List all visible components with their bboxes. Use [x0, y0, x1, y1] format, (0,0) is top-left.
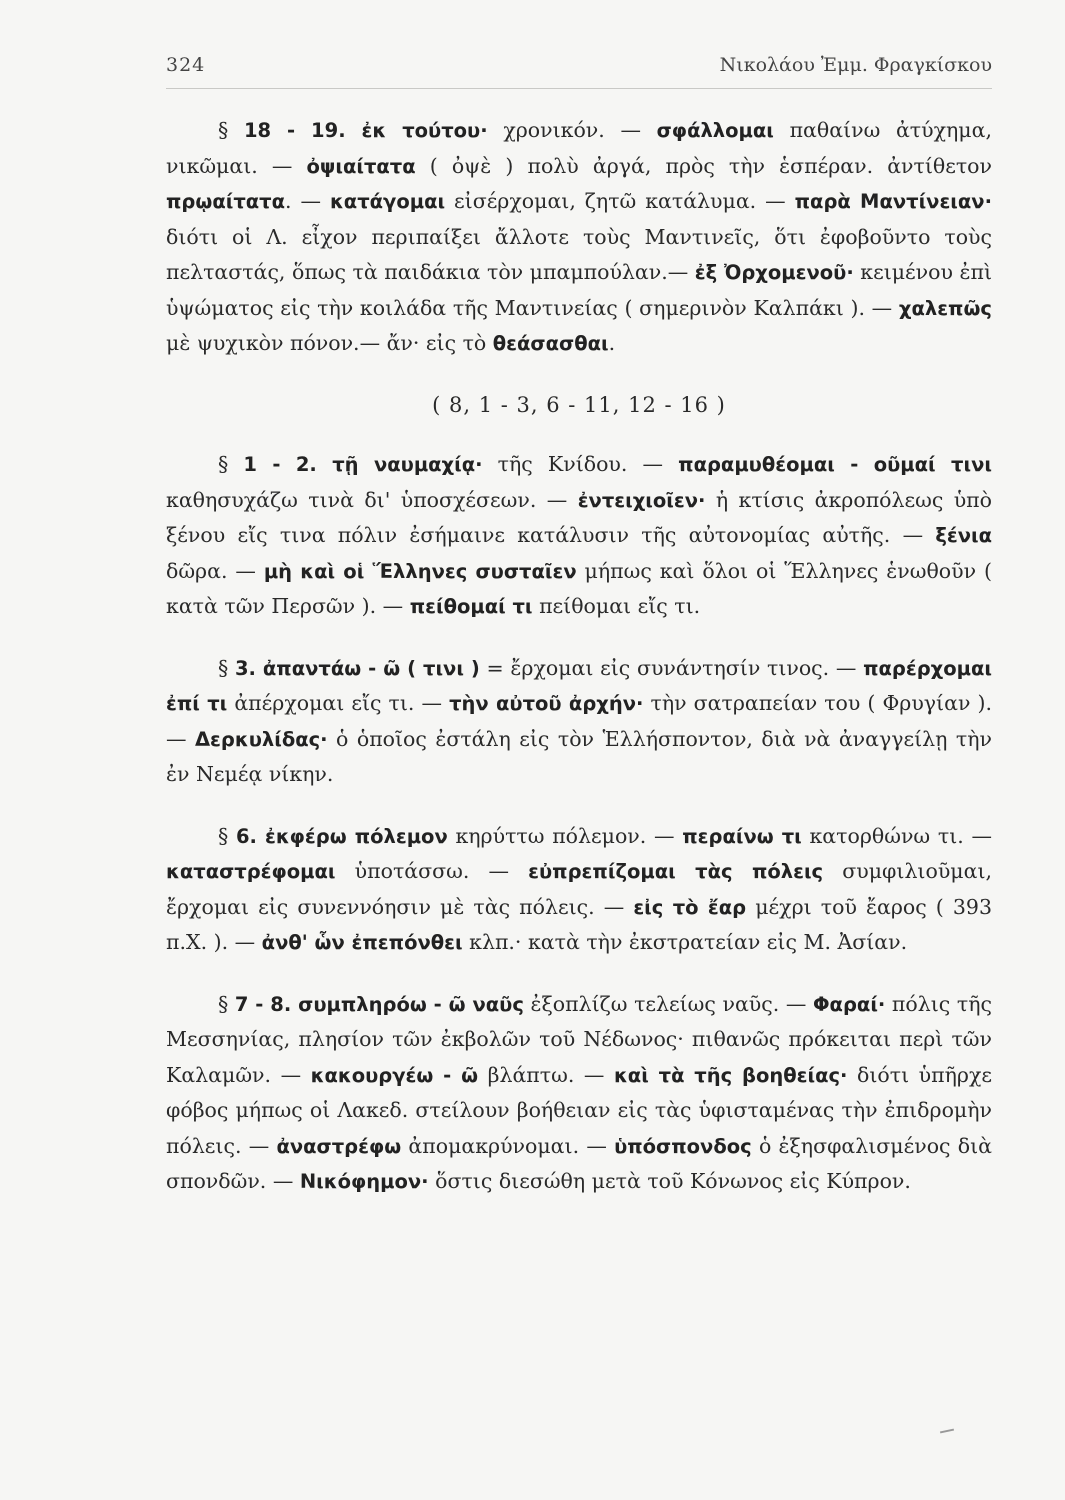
gloss-text: διότι ὑπῆρχε φόβος μήπως οἱ Λακεδ. στείλουν βοήθειαν εἰς τὰς ὑφισταμένας τὴν ἐπιδρομὴν πόλεις. — — [166, 1062, 992, 1158]
gloss-text: μέχρι τοῦ ἔαρος ( 393 π.Χ. ). — — [166, 894, 993, 954]
lemma-term: ξένια — [935, 524, 992, 547]
gloss-text: κατορθώνω τι. — — [801, 823, 992, 848]
lemma-term: 6. ἐκφέρω πόλεμον — [235, 824, 448, 848]
paragraph-group-bottom — [166, 447, 992, 1200]
gloss-text: τῆς Κνίδου. — — [482, 452, 679, 476]
paragraph-p3 — [166, 651, 992, 793]
page-header — [166, 40, 992, 89]
lemma-term: παρὰ Μαντίνειαν· — [794, 190, 992, 213]
lemma-term: Νικόφημον· — [299, 1170, 429, 1193]
lemma-term: ὀψιαίτατα — [306, 154, 416, 178]
gloss-text: § — [218, 655, 235, 680]
lemma-term: καταστρέφομαι — [166, 860, 336, 883]
paragraph-p1 — [166, 113, 992, 362]
section-reference: ( 8, 1 - 3, 6 - 11, 12 - 16 ) — [432, 392, 726, 417]
lemma-term: 18 - 19. ἐκ τούτου· — [243, 119, 488, 142]
lemma-term: σφάλλομαι — [656, 119, 774, 142]
gloss-text: . — [608, 331, 616, 355]
paragraph-p4 — [166, 819, 992, 961]
paragraph-p2 — [166, 447, 992, 625]
gloss-text: παθαίνω ἀτύχημα, νικῶμαι. — — [166, 118, 992, 178]
gloss-text: ὁ ἐξησφαλισμένος διὰ σπονδῶν. — — [166, 1133, 992, 1193]
gloss-text: ὑποτάσσω. — — [335, 859, 529, 883]
gloss-text: δῶρα. — — [166, 558, 264, 583]
lemma-term: τὴν αὐτοῦ ἀρχήν· — [449, 692, 644, 715]
gloss-text: χρονικόν. — — [487, 118, 657, 142]
lemma-term: 1 - 2. τῇ ναυμαχίᾳ· — [243, 453, 483, 476]
gloss-text: § — [218, 823, 236, 848]
gloss-text: ἐξοπλίζω τελείως ναῦς. — — [523, 991, 813, 1016]
gloss-text: § — [218, 118, 244, 142]
lemma-term: 3. ἀπαντάω - ῶ ( τινι ) — [234, 656, 480, 680]
gloss-text: ἀπομακρύνομαι. — — [401, 1133, 615, 1158]
lemma-term: ὑπόσπονδος — [614, 1134, 752, 1158]
gloss-text: καθησυχάζω τινὰ δι' ὑποσχέσεων. — — [166, 487, 578, 512]
gloss-text: μήπως καὶ ὅλοι οἱ Ἕλληνες ἑνωθοῦν ( κατὰ τῶν Περσῶν ). — — [166, 558, 992, 618]
gloss-text: διότι οἱ Λ. εἶχον περιπαίξει ἄλλοτε τοὺς Μαντινεῖς, ὅτι ἐφοβοῦντο τοὺς πελταστάς, ὅπως τὰ παιδάκια τὸν μπαμπούλαν.— — [166, 224, 992, 284]
page-body — [166, 113, 992, 1200]
gloss-text: κηρύττω πόλεμον. — — [447, 823, 683, 848]
lemma-term: περαίνω τι — [682, 824, 802, 848]
lemma-term: θεάσασθαι — [492, 332, 609, 355]
gloss-text: = ἔρχομαι εἰς συνάντησίν τινος. — — [479, 655, 864, 680]
gloss-text: ὁ ὁποῖος ἐστάλη εἰς τὸν Ἑλλήσποντον, διὰ νὰ ἀναγγείλῃ τὴν ἐν Νεμέᾳ νίκην. — [166, 726, 992, 786]
gloss-text: κειμένου ἐπὶ ὑψώματος εἰς τὴν κοιλάδα τῆς Μαντινείας ( σημερινὸν Καλπάκι ). — — [166, 260, 992, 320]
lemma-term: πρῳαίτατα — [166, 190, 286, 213]
gloss-text: πόλις τῆς Μεσσηνίας, πλησίον τῶν ἐκβολῶν τοῦ Νέδωνος· πιθανῶς πρόκειται περὶ τῶν Καλαμῶν. — — [166, 991, 992, 1087]
lemma-term: μὴ καὶ οἱ Ἕλληνες συσταῖεν — [263, 559, 577, 583]
gloss-text: πείθομαι εἴς τι. — [532, 594, 701, 618]
lemma-term: ἐξ Ὀρχομενοῦ· — [694, 261, 854, 284]
gloss-text: κλπ.· κατὰ τὴν ἐκστρατείαν εἰς Μ. Ἀσίαν. — [462, 930, 908, 954]
lemma-term: εἰς τὸ ἔαρ — [633, 895, 747, 919]
lemma-term: εὐπρεπίζομαι τὰς πόλεις — [528, 860, 824, 883]
lemma-term: Φαραί· — [812, 992, 886, 1016]
lemma-term: ἀνθ' ὧν ἐπεπόνθει — [261, 931, 463, 954]
paragraph-group-top — [166, 113, 992, 362]
lemma-term: ἐντειχιοῖεν· — [577, 488, 706, 512]
lemma-term: παραμυθέομαι - οῦμαί τινι — [678, 453, 992, 476]
gloss-text: ( ὀψὲ ) πολὺ ἀργά, πρὸς τὴν ἑσπέραν. ἀντίθετον — [415, 153, 992, 178]
gloss-text: ἀπέρχομαι εἴς τι. — — [227, 691, 450, 715]
gloss-text: μὲ ψυχικὸν πόνον.— ἄν· εἰς τὸ — [166, 331, 493, 355]
paragraph-p5 — [166, 987, 992, 1200]
lemma-term: παρέρχομαι ἐπί τι — [166, 656, 992, 715]
lemma-term: ἀναστρέφω — [276, 1134, 402, 1158]
gloss-text: § — [218, 452, 244, 476]
lemma-term: Δερκυλίδας· — [194, 727, 328, 751]
document-page — [166, 40, 992, 1460]
lemma-term: χαλεπῶς — [898, 296, 992, 320]
lemma-term: 7 - 8. συμπληρόω - ῶ ναῦς — [234, 992, 524, 1016]
lemma-term: κακουργέω - ῶ — [310, 1063, 479, 1087]
gloss-text: τὴν σατραπείαν του ( Φρυγίαν ). — — [166, 691, 992, 751]
lemma-term: κατάγομαι — [329, 190, 446, 213]
gloss-text: βλάπτω. — — [478, 1062, 614, 1087]
running-title: Νικολάου Ἐμμ. Φραγκίσκου — [719, 54, 992, 76]
gloss-text: εἰσέρχομαι, ζητῶ κατάλυμα. — — [445, 189, 795, 213]
lemma-term: πείθομαί τι — [409, 595, 533, 618]
gloss-text: § — [218, 991, 235, 1016]
gloss-text: ὅστις διεσώθη μετὰ τοῦ Κόνωνος εἰς Κύπρον. — [428, 1169, 911, 1193]
gloss-text: συμφιλιοῦμαι, ἔρχομαι εἰς συνεννόησιν μὲ τὰς πόλεις. — — [166, 859, 992, 919]
gloss-text: ἡ κτίσις ἀκροπόλεως ὑπὸ ξένου εἴς τινα πόλιν ἐσήμαινε κατάλυσιν τῆς αὐτονομίας αὐτῆς. — — [166, 487, 992, 547]
page-number: 324 — [166, 54, 206, 76]
lemma-term: καὶ τὰ τῆς βοηθείας· — [613, 1063, 848, 1087]
gloss-text: . — — [285, 189, 330, 213]
